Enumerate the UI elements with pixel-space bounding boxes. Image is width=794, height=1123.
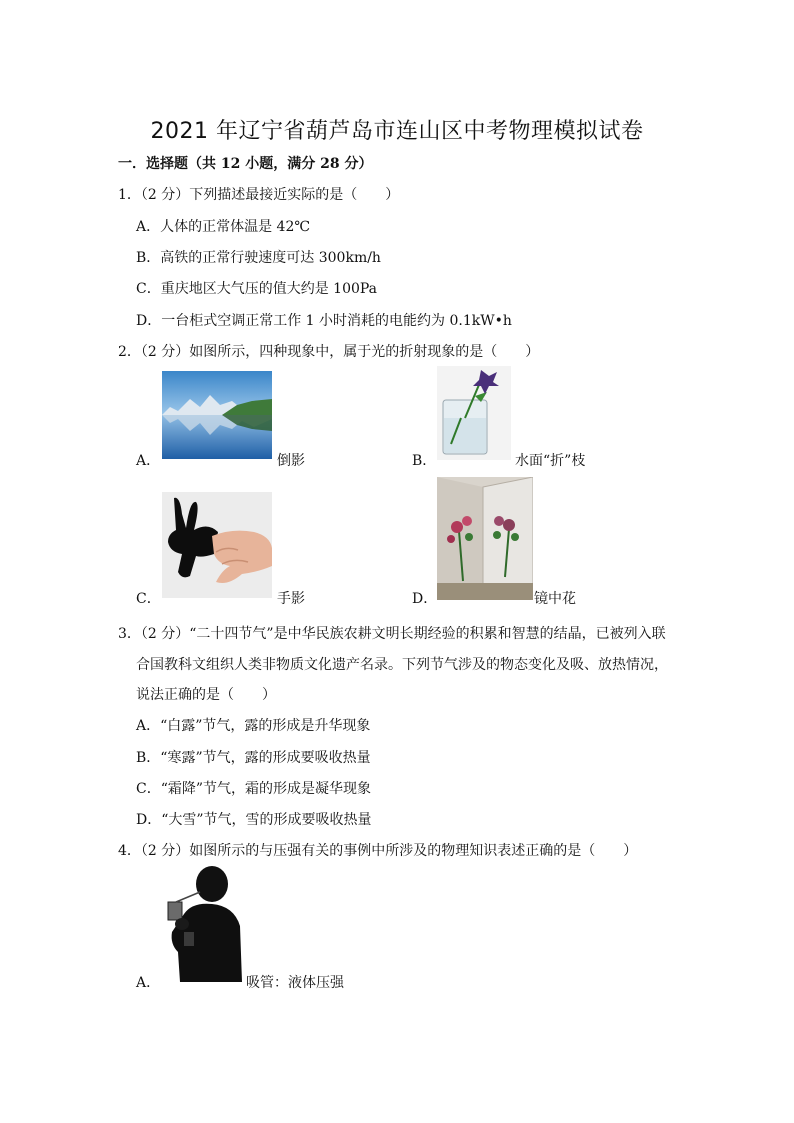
lake-reflection-image — [162, 371, 272, 459]
boy-drinking-with-straw-image — [162, 862, 244, 982]
question-3-option-d: D．“大雪”节气，雪的形成要吸收热量 — [136, 812, 372, 828]
hand-shadow-image — [162, 492, 272, 598]
question-3-option-b: B．“寒露”节气，露的形成要吸收热量 — [136, 750, 371, 766]
question-4-stem: 4．（2 分）如图所示的与压强有关的事例中所涉及的物理知识表述正确的是（ ） — [118, 843, 638, 859]
question-2-stem: 2．（2 分）如图所示，四种现象中，属于光的折射现象的是（ ） — [118, 344, 540, 360]
question-1-stem: 1．（2 分）下列描述最接近实际的是（ ） — [118, 187, 400, 203]
question-2-caption-b: 水面“折”枝 — [515, 453, 586, 469]
question-4-caption-a: 吸管：液体压强 — [246, 975, 344, 991]
question-4-label-a: A． — [136, 975, 161, 991]
question-1-option-b: B．高铁的正常行驶速度可达 300km/h — [136, 250, 381, 266]
bent-branch-in-water-image — [437, 366, 511, 460]
question-1-option-c: C．重庆地区大气压的值大约是 100Pa — [136, 281, 378, 297]
mirror-flowers-image — [437, 477, 533, 600]
question-2-caption-d: 镜中花 — [534, 591, 576, 607]
question-2-label-d: D． — [412, 591, 438, 607]
question-3-stem-line-3: 说法正确的是（ ） — [136, 687, 276, 703]
question-2-label-c: C． — [136, 591, 161, 607]
question-3-option-c: C．“霜降”节气，霜的形成是凝华现象 — [136, 781, 372, 797]
question-3-stem-line-2: 合国教科文组织人类非物质文化遗产名录。下列节气涉及的物态变化及吸、放热情况， — [136, 657, 668, 673]
question-2-label-a: A． — [136, 453, 161, 469]
question-2-label-b: B． — [412, 453, 437, 469]
question-3-stem-line-1: 3．（2 分）“二十四节气”是中华民族农耕文明长期经验的积累和智慧的结晶，已被列入联 — [118, 626, 666, 642]
exam-title: 2021 年辽宁省葫芦岛市连山区中考物理模拟试卷 — [150, 119, 644, 144]
question-3-option-a: A．“白露”节气，露的形成是升华现象 — [136, 718, 371, 734]
section-heading: 一．选择题（共 12 小题，满分 28 分） — [118, 156, 373, 172]
question-2-caption-c: 手影 — [277, 591, 305, 607]
question-1-option-a: A．人体的正常体温是 42℃ — [136, 219, 311, 235]
question-2-caption-a: 倒影 — [277, 453, 305, 469]
question-1-option-d: D．一台柜式空调正常工作 1 小时消耗的电能约为 0.1kW•h — [136, 313, 512, 329]
